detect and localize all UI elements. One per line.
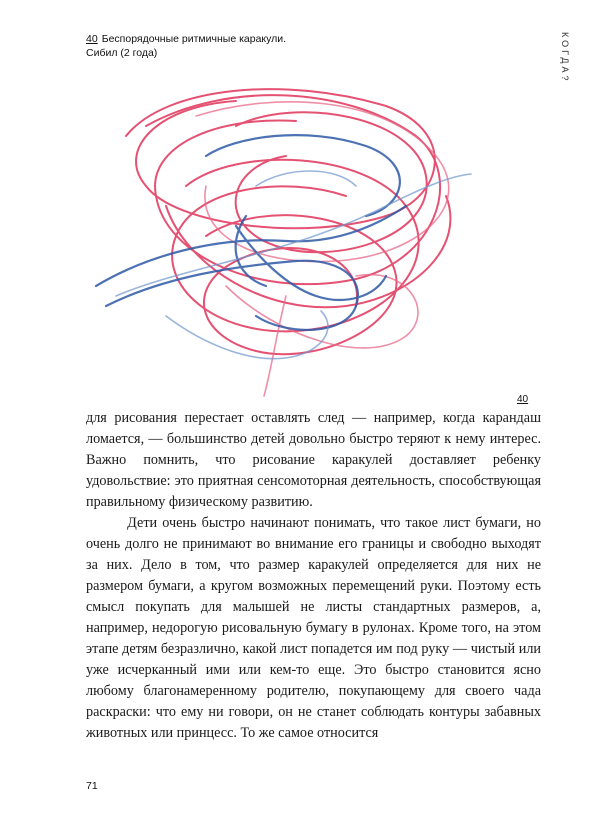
paragraph-2: Дети очень быстро начинают понимать, что такое лист бумаги, но очень долго не принимают во внимание его границы и свободно выходят за них. Дело в том, что размер каракулей определяется для них не размером бумаги, а кругом возможных перемещений руки. Поэтому есть смысл покупать для малышей не листы стандартных размеров, а, например, недорогую рисовальную бумагу в рулонах. Кроме того, на этом этапе детям безразлично, какой лист попадется им под руку — чистый или уже исчерканный ими или кем-то еще. Это быстро становится ясно любому благонамеренному родителю, покупающему для своего чада раскраски: что ему ни говори, он не станет соблюдать контуры забавных животных или принцесс. То же самое относится	[86, 515, 541, 741]
caption-line-1: Беспорядочные ритмичные каракули.	[101, 33, 287, 45]
red-loop-2	[146, 95, 440, 284]
paragraph-1: для рисования перестает оставлять след — например, когда карандаш ломается, — большинство детей довольно быстро теряют к нему интерес. Важно помнить, что рисование каракулей доставляет ребенку удовольствие: это приятная сенсомоторная деятельность, способствующая правильному физическому развитию.	[86, 410, 541, 510]
section-header: КОГДА?	[560, 32, 570, 84]
page-number: 71	[86, 780, 98, 792]
figure-caption	[86, 32, 446, 60]
lightblue-stroke-3	[256, 171, 356, 186]
pink-loop-1	[196, 102, 449, 262]
scribble-drawing	[86, 66, 480, 406]
figure-number: 40	[86, 33, 98, 45]
body-text	[86, 408, 541, 744]
caption-line-2: Сибил (2 года)	[86, 47, 158, 59]
margin-figure-ref: 40	[517, 394, 529, 405]
pink-loop-3	[264, 296, 286, 396]
red-loop-5	[236, 112, 427, 252]
